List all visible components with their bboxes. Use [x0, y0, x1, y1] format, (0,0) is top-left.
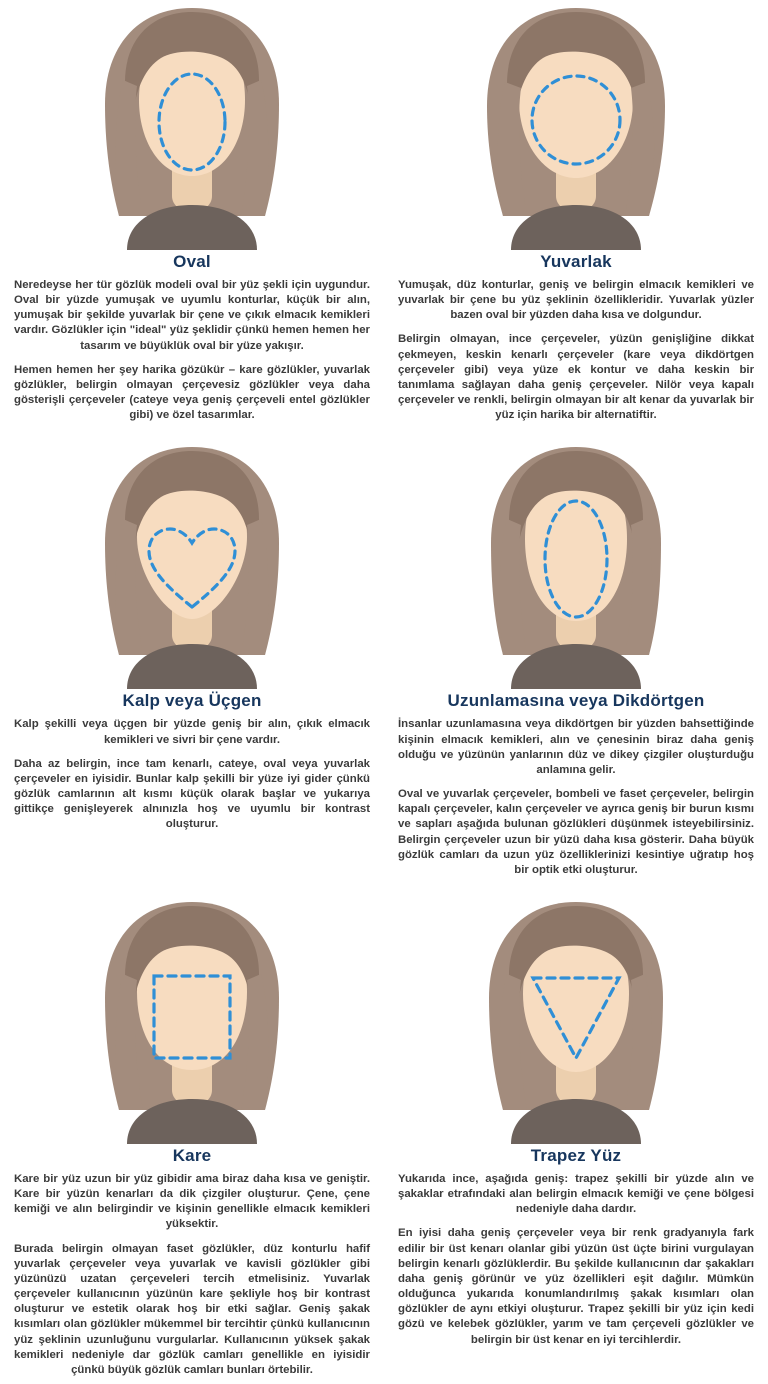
- card-paragraph: Yukarıda ince, aşağıda geniş: trapez şekilli bir yüzde alın ve şakaklar etrafındaki alan belirgin elmacık kemiği ve çene bölgesi nedeniyle daha dardır.: [398, 1172, 754, 1216]
- illustration-uzunlamasina: [384, 439, 768, 689]
- card-paragraph: İnsanlar uzunlamasına veya dikdörtgen bir yüzden bahsettiğinde kişinin elmacık kemikleri, alın ve çenesinin biraz daha geniş olduğu ve yüzünün yanlarının düz ve dikey çizgiler oluşturduğu anlamına gelir.: [398, 718, 754, 776]
- illustration-yuvarlak: [384, 0, 768, 250]
- row-2: [0, 439, 768, 884]
- card-uzunlamasina-dikdortgen: [384, 439, 768, 884]
- card-title: Kare: [172, 1145, 212, 1165]
- triangle-face-illustration: [411, 894, 741, 1144]
- card-paragraph: Oval ve yuvarlak çerçeveler, bombeli ve faset çerçeveler, belirgin kapalı çerçeveler, kalın çerçeveler ve ayrıca geniş bir burun kısmı ve sapları aşağıda bulunan gözlükleri düşünmek isteyebilirsiniz. Belirgin çerçeveler uzun bir yüzü daha kısa gösterir. Daha büyük gözlük camları da uzun yüz özelliklerinizi kesintiye uğratıp hoş bir optik etki oluşturur.: [398, 788, 754, 876]
- card-paragraph: Belirgin olmayan, ince çerçeveler, yüzün genişliğine dikkat çekmeyen, keskin kenarlı çerçeveler (kare veya dikdörtgen çerçeveler gibi) veya yüze ek kontur ve daha keskin bir tanımlama sağlayan daha geniş çerçeveler. Nilör veya kapalı çerçeveler ve renkli, belirgin olmayan bir alt kenar da yuvarlak bir yüz için harika bir alternatiftir.: [398, 333, 754, 422]
- card-title: Yuvarlak: [540, 252, 612, 271]
- card-title: Trapez Yüz: [530, 1145, 622, 1165]
- card-paragraph: Kare bir yüz uzun bir yüz gibidir ama biraz daha kısa ve geniştir. Kare bir yüzün kenarları da dik çizgiler oluşturur. Çene, çene kemiği ve alın belirgindir ve kişinin genellikle elmacık kemikleri yüksektir.: [14, 1172, 370, 1231]
- illustration-oval: [0, 0, 384, 250]
- card-kare: [0, 894, 384, 1384]
- card-oval: [0, 0, 384, 429]
- card-paragraph: Neredeyse her tür gözlük modeli oval bir yüz şekli için uygundur. Oval bir yüzde yumuşak ve uyumlu konturlar, küçük bir alın, yumuşak bir şekilde yuvarlak bir çene ve çıkık elmacık kemikleri vardır. Gözlükler için "ideal" yüz şeklidir çünkü hemen hemen her tasarım ve büyüklük oval bir yüze yakışır.: [14, 279, 370, 352]
- card-paragraph: Yumuşak, düz konturlar, geniş ve belirgin elmacık kemikleri ve yuvarlak bir çene bu yüz şeklinin özellikleridir. Yuvarlak yüzler bazen oval bir yüzden daha kısa ve dolgundur.: [398, 279, 754, 322]
- illustration-kalp: [0, 439, 384, 689]
- illustration-kare: [0, 894, 384, 1144]
- card-paragraph: Hemen hemen her şey harika gözükür – kare gözlükler, yuvarlak gözlükler, belirgin olmayan çerçevesiz gözlükler veya daha gösterişli çerçeveler (cateye veya geniş çerçeveli entel gözlükler gibi) ve özel tasarımlar.: [14, 363, 370, 422]
- row-3: [0, 894, 768, 1384]
- card-paragraph: Kalp şekilli veya üçgen bir yüzde geniş bir alın, çıkık elmacık kemikleri ve sivri bir çene vardır.: [14, 718, 370, 746]
- card-yuvarlak: [384, 0, 768, 429]
- row-divider: [0, 884, 768, 894]
- card-title: Kalp veya Üçgen: [122, 691, 262, 711]
- heart-face-illustration: [27, 439, 357, 689]
- card-kalp-ucgen: [0, 439, 384, 884]
- oval-face-illustration: [27, 0, 357, 250]
- card-paragraph: Burada belirgin olmayan faset gözlükler, düz konturlu hafif yuvarlak çerçeveler veya yuvarlak ve kavisli gözlükler gibi yüzünüzü uzatan çerçeveleri tercih etmelisiniz. Yuvarlak çerçeveler kullanıcının yüzünün kare şekliyle hoş bir kontrast oluşturur ve estetik olarak hoş bir etki sağlar. Geniş şakak kısımları olan gözlükler mükemmel bir tercihtir çünkü kullanıcının yüz şeklinin uzunluğunu vurgularlar. Kullanıcının yüksek şakak kemikleri nedeniyle dar gözlük camları genellikle en iyisidir çünkü büyük gözlük camları bunları örtebilir.: [14, 1242, 370, 1376]
- card-paragraph: Daha az belirgin, ince tam kenarlı, cateye, oval veya yuvarlak çerçeveler en iyisidir. Bunlar kalp şekilli bir yüze iyi gider çünkü gözlük camlarının alt kısmı küçük olarak başlar ve yukarıya gittikçe genişleyerek alnınızla hoş ve uyumlu bir kontrast oluşturur.: [14, 757, 370, 831]
- card-paragraph: En iyisi daha geniş çerçeveler veya bir renk gradyanıyla fark edilir bir üst kenarı olanlar gibi yüzün üst üçte birini vurgulayan belirgin kenarlı gözlüklerdir. Bu şekilde kullanıcının dar şakakları daha geniş görünür ve yüz özellikleri eşit dağılır. Mümkün olduğunca yukarıda konumlandırılmış şakak kısımları olan gözlükler de aynı etkiyi oluşturur. Trapez şekilli bir yüz için kedi gözü ve kelebek gözlükler, yarım ve tam çerçeveli gözlükler ve belirgin bir üst kenar en iyi tercihlerdir.: [398, 1227, 754, 1346]
- oblong-face-illustration: [411, 439, 741, 689]
- row-1: [0, 0, 768, 429]
- card-trapez: [384, 894, 768, 1384]
- row-divider: [0, 429, 768, 439]
- square-face-illustration: [27, 894, 357, 1144]
- round-face-illustration: [411, 0, 741, 250]
- card-title: Uzunlamasına veya Dikdörtgen: [447, 691, 705, 711]
- card-title: Oval: [173, 252, 211, 271]
- illustration-trapez: [384, 894, 768, 1144]
